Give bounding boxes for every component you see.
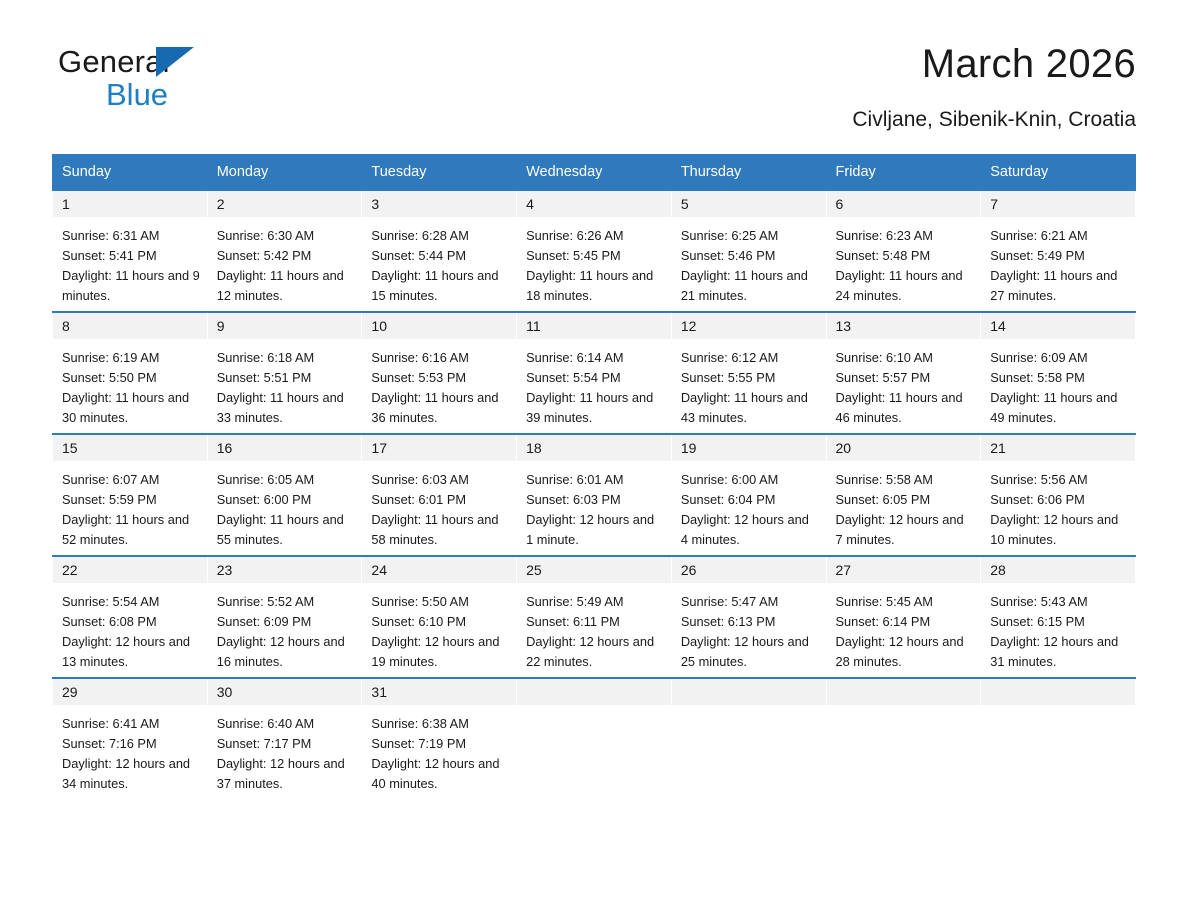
daylight-text: Daylight: 12 hours and 28 minutes. <box>835 634 968 669</box>
location-subtitle: Civljane, Sibenik-Knin, Croatia <box>852 108 1136 131</box>
logo-triangle-icon <box>156 47 194 77</box>
sunset-text: Sunset: 6:00 PM <box>216 492 312 507</box>
day-cell <box>671 312 826 434</box>
day-number: 26 <box>672 557 826 583</box>
sunset-text: Sunset: 5:51 PM <box>216 370 312 385</box>
day-cell <box>517 190 672 312</box>
day-number <box>981 679 1135 705</box>
sunrise-text: Sunrise: 6:03 AM <box>371 472 469 487</box>
sunrise-text: Sunrise: 6:10 AM <box>835 350 933 365</box>
day-cell-empty <box>671 678 826 799</box>
sunrise-text: Sunrise: 6:25 AM <box>680 228 779 243</box>
logo-text-general: General <box>58 44 170 79</box>
day-cell <box>53 434 208 556</box>
day-cell <box>826 312 981 434</box>
sunset-text: Sunset: 6:09 PM <box>216 614 312 629</box>
day-details <box>981 339 1135 428</box>
day-details <box>208 705 362 794</box>
day-number: 8 <box>53 313 207 339</box>
sunrise-text: Sunrise: 5:47 AM <box>680 594 779 609</box>
day-number: 15 <box>53 435 207 461</box>
day-details <box>517 583 671 672</box>
sunrise-text: Sunrise: 6:09 AM <box>990 350 1088 365</box>
sunset-text: Sunset: 6:03 PM <box>526 492 621 507</box>
daylight-text: Daylight: 11 hours and 12 minutes. <box>216 268 348 303</box>
daylight-text: Daylight: 12 hours and 31 minutes. <box>990 634 1122 669</box>
day-details <box>208 461 362 550</box>
day-details <box>53 583 207 672</box>
weekday-header-wednesday: Wednesday <box>517 155 672 191</box>
day-details <box>981 461 1135 550</box>
weekday-header-friday: Friday <box>826 155 981 191</box>
sunrise-text: Sunrise: 5:49 AM <box>526 594 624 609</box>
sunrise-text: Sunrise: 6:23 AM <box>835 228 933 243</box>
day-number: 12 <box>672 313 826 339</box>
sunrise-text: Sunrise: 5:43 AM <box>990 594 1088 609</box>
sunset-text: Sunset: 6:06 PM <box>990 492 1085 507</box>
day-number: 9 <box>208 313 362 339</box>
sunrise-text: Sunrise: 6:26 AM <box>526 228 624 243</box>
day-details <box>208 339 362 428</box>
day-cell <box>207 678 362 799</box>
day-cell <box>362 678 517 799</box>
day-number: 18 <box>517 435 671 461</box>
calendar-week-row <box>53 678 1136 799</box>
sunrise-text: Sunrise: 6:19 AM <box>62 350 160 365</box>
day-cell <box>671 556 826 678</box>
sunrise-text: Sunrise: 6:41 AM <box>62 716 160 731</box>
day-cell <box>362 434 517 556</box>
day-number: 25 <box>517 557 671 583</box>
weekday-header-saturday: Saturday <box>981 155 1136 191</box>
day-number <box>517 679 671 705</box>
day-cell <box>826 434 981 556</box>
day-cell <box>826 556 981 678</box>
day-number: 13 <box>827 313 981 339</box>
day-cell <box>362 556 517 678</box>
sunrise-text: Sunrise: 6:18 AM <box>216 350 315 365</box>
sunset-text: Sunset: 7:19 PM <box>371 736 467 751</box>
day-number: 30 <box>208 679 362 705</box>
day-details <box>517 339 671 428</box>
daylight-text: Daylight: 12 hours and 40 minutes. <box>371 756 504 791</box>
sunset-text: Sunset: 6:08 PM <box>62 614 157 629</box>
day-details <box>981 217 1135 306</box>
daylight-text: Daylight: 12 hours and 13 minutes. <box>62 634 194 669</box>
daylight-text: Daylight: 11 hours and 30 minutes. <box>62 390 193 425</box>
day-number: 3 <box>362 191 516 217</box>
day-number: 23 <box>208 557 362 583</box>
daylight-text: Daylight: 11 hours and 9 minutes. <box>62 268 204 303</box>
day-cell <box>207 556 362 678</box>
day-number: 1 <box>53 191 207 217</box>
day-details <box>362 339 516 428</box>
sunset-text: Sunset: 6:15 PM <box>990 614 1085 629</box>
weekday-header-monday: Monday <box>207 155 362 191</box>
daylight-text: Daylight: 11 hours and 49 minutes. <box>990 390 1121 425</box>
day-number: 5 <box>672 191 826 217</box>
sunrise-text: Sunrise: 6:12 AM <box>680 350 779 365</box>
day-details <box>827 583 981 672</box>
daylight-text: Daylight: 11 hours and 55 minutes. <box>216 512 348 547</box>
day-details <box>672 583 826 672</box>
day-number: 17 <box>362 435 516 461</box>
sunset-text: Sunset: 5:45 PM <box>526 248 621 263</box>
day-cell <box>517 556 672 678</box>
day-details <box>53 705 207 794</box>
calendar-week-row <box>53 434 1136 556</box>
daylight-text: Daylight: 12 hours and 10 minutes. <box>990 512 1122 547</box>
day-details <box>362 583 516 672</box>
calendar-week-row <box>53 190 1136 312</box>
daylight-text: Daylight: 12 hours and 4 minutes. <box>680 512 813 547</box>
day-number: 20 <box>827 435 981 461</box>
day-cell <box>362 190 517 312</box>
sunrise-text: Sunrise: 6:07 AM <box>62 472 160 487</box>
sunset-text: Sunset: 5:44 PM <box>371 248 467 263</box>
sunset-text: Sunset: 5:58 PM <box>990 370 1085 385</box>
sunrise-text: Sunrise: 6:00 AM <box>680 472 779 487</box>
day-number: 28 <box>981 557 1135 583</box>
day-cell <box>981 556 1136 678</box>
daylight-text: Daylight: 12 hours and 22 minutes. <box>526 634 658 669</box>
logo-text-blue: Blue <box>106 77 169 112</box>
sunset-text: Sunset: 5:49 PM <box>990 248 1085 263</box>
sunset-text: Sunset: 5:55 PM <box>680 370 776 385</box>
sunrise-sunset-calendar <box>52 154 1136 799</box>
day-cell <box>53 312 208 434</box>
day-number: 10 <box>362 313 516 339</box>
day-cell <box>207 434 362 556</box>
daylight-text: Daylight: 11 hours and 33 minutes. <box>216 390 348 425</box>
sunset-text: Sunset: 5:42 PM <box>216 248 312 263</box>
daylight-text: Daylight: 11 hours and 46 minutes. <box>835 390 967 425</box>
sunset-text: Sunset: 5:54 PM <box>526 370 621 385</box>
day-details <box>53 339 207 428</box>
day-details <box>517 461 671 550</box>
calendar-week-row <box>53 556 1136 678</box>
daylight-text: Daylight: 11 hours and 36 minutes. <box>371 390 503 425</box>
day-details <box>827 217 981 306</box>
day-cell <box>671 434 826 556</box>
sunset-text: Sunset: 5:48 PM <box>835 248 931 263</box>
day-cell <box>207 190 362 312</box>
daylight-text: Daylight: 11 hours and 24 minutes. <box>835 268 967 303</box>
weekday-header-sunday: Sunday <box>53 155 208 191</box>
sunset-text: Sunset: 6:10 PM <box>371 614 467 629</box>
day-details <box>53 461 207 550</box>
sunset-text: Sunset: 6:01 PM <box>371 492 467 507</box>
sunrise-text: Sunrise: 6:30 AM <box>216 228 315 243</box>
day-number: 4 <box>517 191 671 217</box>
page-title: March 2026 <box>921 42 1136 86</box>
general-blue-logo <box>58 46 258 116</box>
page-header <box>52 0 1136 131</box>
day-number: 19 <box>672 435 826 461</box>
day-details <box>672 217 826 306</box>
day-number: 22 <box>53 557 207 583</box>
sunrise-text: Sunrise: 6:14 AM <box>526 350 624 365</box>
day-cell <box>53 556 208 678</box>
daylight-text: Daylight: 11 hours and 43 minutes. <box>680 390 812 425</box>
day-number: 7 <box>981 191 1135 217</box>
sunset-text: Sunset: 6:05 PM <box>835 492 931 507</box>
daylight-text: Daylight: 11 hours and 58 minutes. <box>371 512 503 547</box>
daylight-text: Daylight: 12 hours and 34 minutes. <box>62 756 194 791</box>
sunrise-text: Sunrise: 5:50 AM <box>371 594 469 609</box>
weekday-header-tuesday: Tuesday <box>362 155 517 191</box>
sunrise-text: Sunrise: 6:21 AM <box>990 228 1088 243</box>
day-cell <box>826 190 981 312</box>
day-details <box>672 339 826 428</box>
day-number: 24 <box>362 557 516 583</box>
day-details <box>53 217 207 306</box>
sunrise-text: Sunrise: 5:45 AM <box>835 594 933 609</box>
day-cell <box>53 678 208 799</box>
day-cell <box>517 312 672 434</box>
daylight-text: Daylight: 11 hours and 15 minutes. <box>371 268 503 303</box>
day-details <box>827 339 981 428</box>
day-number: 6 <box>827 191 981 217</box>
sunrise-text: Sunrise: 6:31 AM <box>62 228 160 243</box>
sunset-text: Sunset: 5:53 PM <box>371 370 467 385</box>
day-cell <box>981 434 1136 556</box>
sunset-text: Sunset: 5:50 PM <box>62 370 157 385</box>
day-details <box>827 461 981 550</box>
daylight-text: Daylight: 11 hours and 39 minutes. <box>526 390 657 425</box>
sunrise-text: Sunrise: 6:01 AM <box>526 472 624 487</box>
daylight-text: Daylight: 12 hours and 25 minutes. <box>680 634 813 669</box>
daylight-text: Daylight: 11 hours and 52 minutes. <box>62 512 193 547</box>
day-number: 27 <box>827 557 981 583</box>
daylight-text: Daylight: 12 hours and 37 minutes. <box>216 756 349 791</box>
daylight-text: Daylight: 12 hours and 7 minutes. <box>835 512 968 547</box>
daylight-text: Daylight: 12 hours and 19 minutes. <box>371 634 504 669</box>
day-number: 14 <box>981 313 1135 339</box>
day-details <box>362 217 516 306</box>
day-cell <box>53 190 208 312</box>
day-cell <box>207 312 362 434</box>
daylight-text: Daylight: 11 hours and 27 minutes. <box>990 268 1121 303</box>
sunset-text: Sunset: 6:13 PM <box>680 614 776 629</box>
daylight-text: Daylight: 12 hours and 1 minute. <box>526 512 658 547</box>
day-number: 21 <box>981 435 1135 461</box>
daylight-text: Daylight: 11 hours and 18 minutes. <box>526 268 657 303</box>
day-details <box>517 217 671 306</box>
sunset-text: Sunset: 7:16 PM <box>62 736 157 751</box>
sunrise-text: Sunrise: 5:56 AM <box>990 472 1088 487</box>
sunset-text: Sunset: 5:57 PM <box>835 370 931 385</box>
day-number: 29 <box>53 679 207 705</box>
day-details <box>362 461 516 550</box>
daylight-text: Daylight: 11 hours and 21 minutes. <box>680 268 812 303</box>
day-number <box>827 679 981 705</box>
sunset-text: Sunset: 7:17 PM <box>216 736 312 751</box>
sunset-text: Sunset: 5:59 PM <box>62 492 157 507</box>
daylight-text: Daylight: 12 hours and 16 minutes. <box>216 634 349 669</box>
day-number: 2 <box>208 191 362 217</box>
sunrise-text: Sunrise: 5:58 AM <box>835 472 933 487</box>
sunset-text: Sunset: 6:11 PM <box>526 614 620 629</box>
day-number: 31 <box>362 679 516 705</box>
day-cell <box>517 434 672 556</box>
day-cell <box>981 312 1136 434</box>
day-cell-empty <box>517 678 672 799</box>
day-details <box>672 461 826 550</box>
sunset-text: Sunset: 5:46 PM <box>680 248 776 263</box>
day-cell-empty <box>981 678 1136 799</box>
sunrise-text: Sunrise: 5:52 AM <box>216 594 315 609</box>
day-number: 11 <box>517 313 671 339</box>
sunset-text: Sunset: 6:14 PM <box>835 614 931 629</box>
day-details <box>981 583 1135 672</box>
sunrise-text: Sunrise: 6:05 AM <box>216 472 315 487</box>
weekday-header-thursday: Thursday <box>671 155 826 191</box>
day-details <box>362 705 516 794</box>
day-cell <box>362 312 517 434</box>
weekday-header-row <box>53 155 1136 191</box>
sunset-text: Sunset: 5:41 PM <box>62 248 157 263</box>
day-cell <box>671 190 826 312</box>
sunrise-text: Sunrise: 6:16 AM <box>371 350 469 365</box>
day-cell <box>981 190 1136 312</box>
sunrise-text: Sunrise: 6:40 AM <box>216 716 315 731</box>
day-number <box>672 679 826 705</box>
day-number: 16 <box>208 435 362 461</box>
day-cell-empty <box>826 678 981 799</box>
day-details <box>208 217 362 306</box>
sunrise-text: Sunrise: 5:54 AM <box>62 594 160 609</box>
sunset-text: Sunset: 6:04 PM <box>680 492 776 507</box>
calendar-week-row <box>53 312 1136 434</box>
sunrise-text: Sunrise: 6:38 AM <box>371 716 469 731</box>
day-details <box>208 583 362 672</box>
sunrise-text: Sunrise: 6:28 AM <box>371 228 469 243</box>
